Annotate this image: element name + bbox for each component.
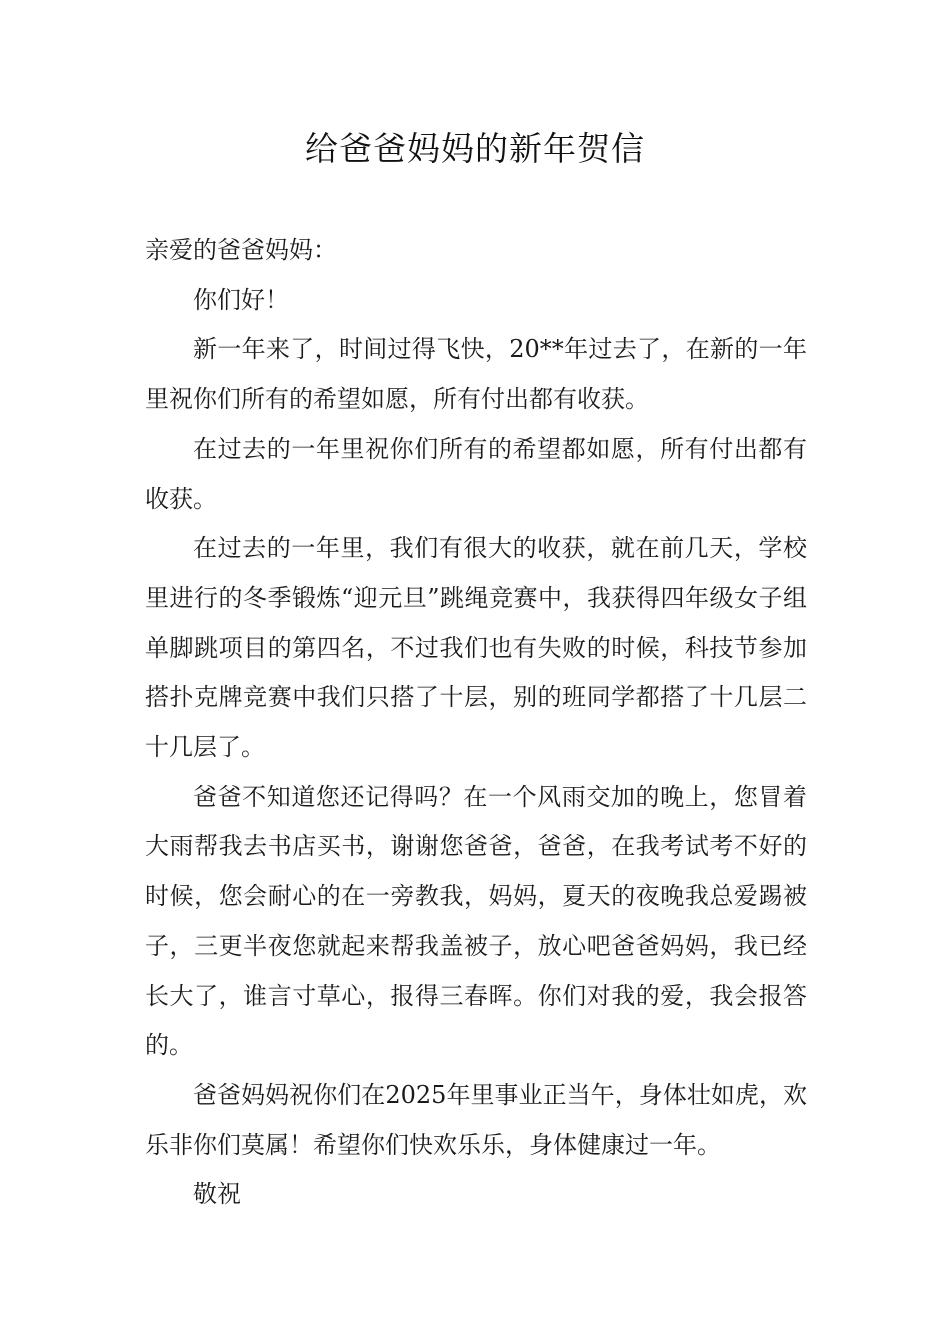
document-title: 给爸爸妈妈的新年贺信 — [305, 129, 645, 168]
paragraph-blessing: 爸爸妈妈祝你们在2025年里事业正当午，身体壮如虎，欢乐非你们莫属！希望你们快欢乐乐，身体健康过一年。 — [145, 1080, 807, 1159]
paragraph-closing: 敬祝 — [193, 1180, 241, 1209]
paragraph-gratitude: 爸爸不知道您还记得吗？在一个风雨交加的晚上，您冒着大雨帮我去书店买书，谢谢您爸爸，爸爸，在我考试考不好的时候，您会耐心的在一旁教我，妈妈，夏天的夜晚我总爱踢被子，三更半夜您就起来帮我盖被子，放心吧爸爸妈妈，我已经长大了，谁言寸草心，报得三春晖。你们对我的爱，我会报答的。 — [145, 782, 807, 1060]
paragraph-greeting: 你们好！ — [193, 285, 289, 314]
paragraph-wishes: 在过去的一年里祝你们所有的希望都如愿，所有付出都有收获。 — [145, 434, 807, 513]
salutation: 亲爱的爸爸妈妈： — [145, 236, 337, 264]
letter-body — [145, 226, 807, 1220]
paragraph-achievements: 在过去的一年里，我们有很大的收获，就在前几天，学校里进行的冬季锻炼“迎元旦”跳绳竞赛中，我获得四年级女子组单脚跳项目的第四名，不过我们也有失败的时候，科技节参加搭扑克牌竞赛中我们只搭了十层，别的班同学都搭了十几层二十几层了。 — [145, 534, 807, 762]
paragraph-new-year: 新一年来了，时间过得飞快，20**年过去了，在新的一年里祝你们所有的希望如愿，所有付出都有收获。 — [145, 335, 807, 414]
